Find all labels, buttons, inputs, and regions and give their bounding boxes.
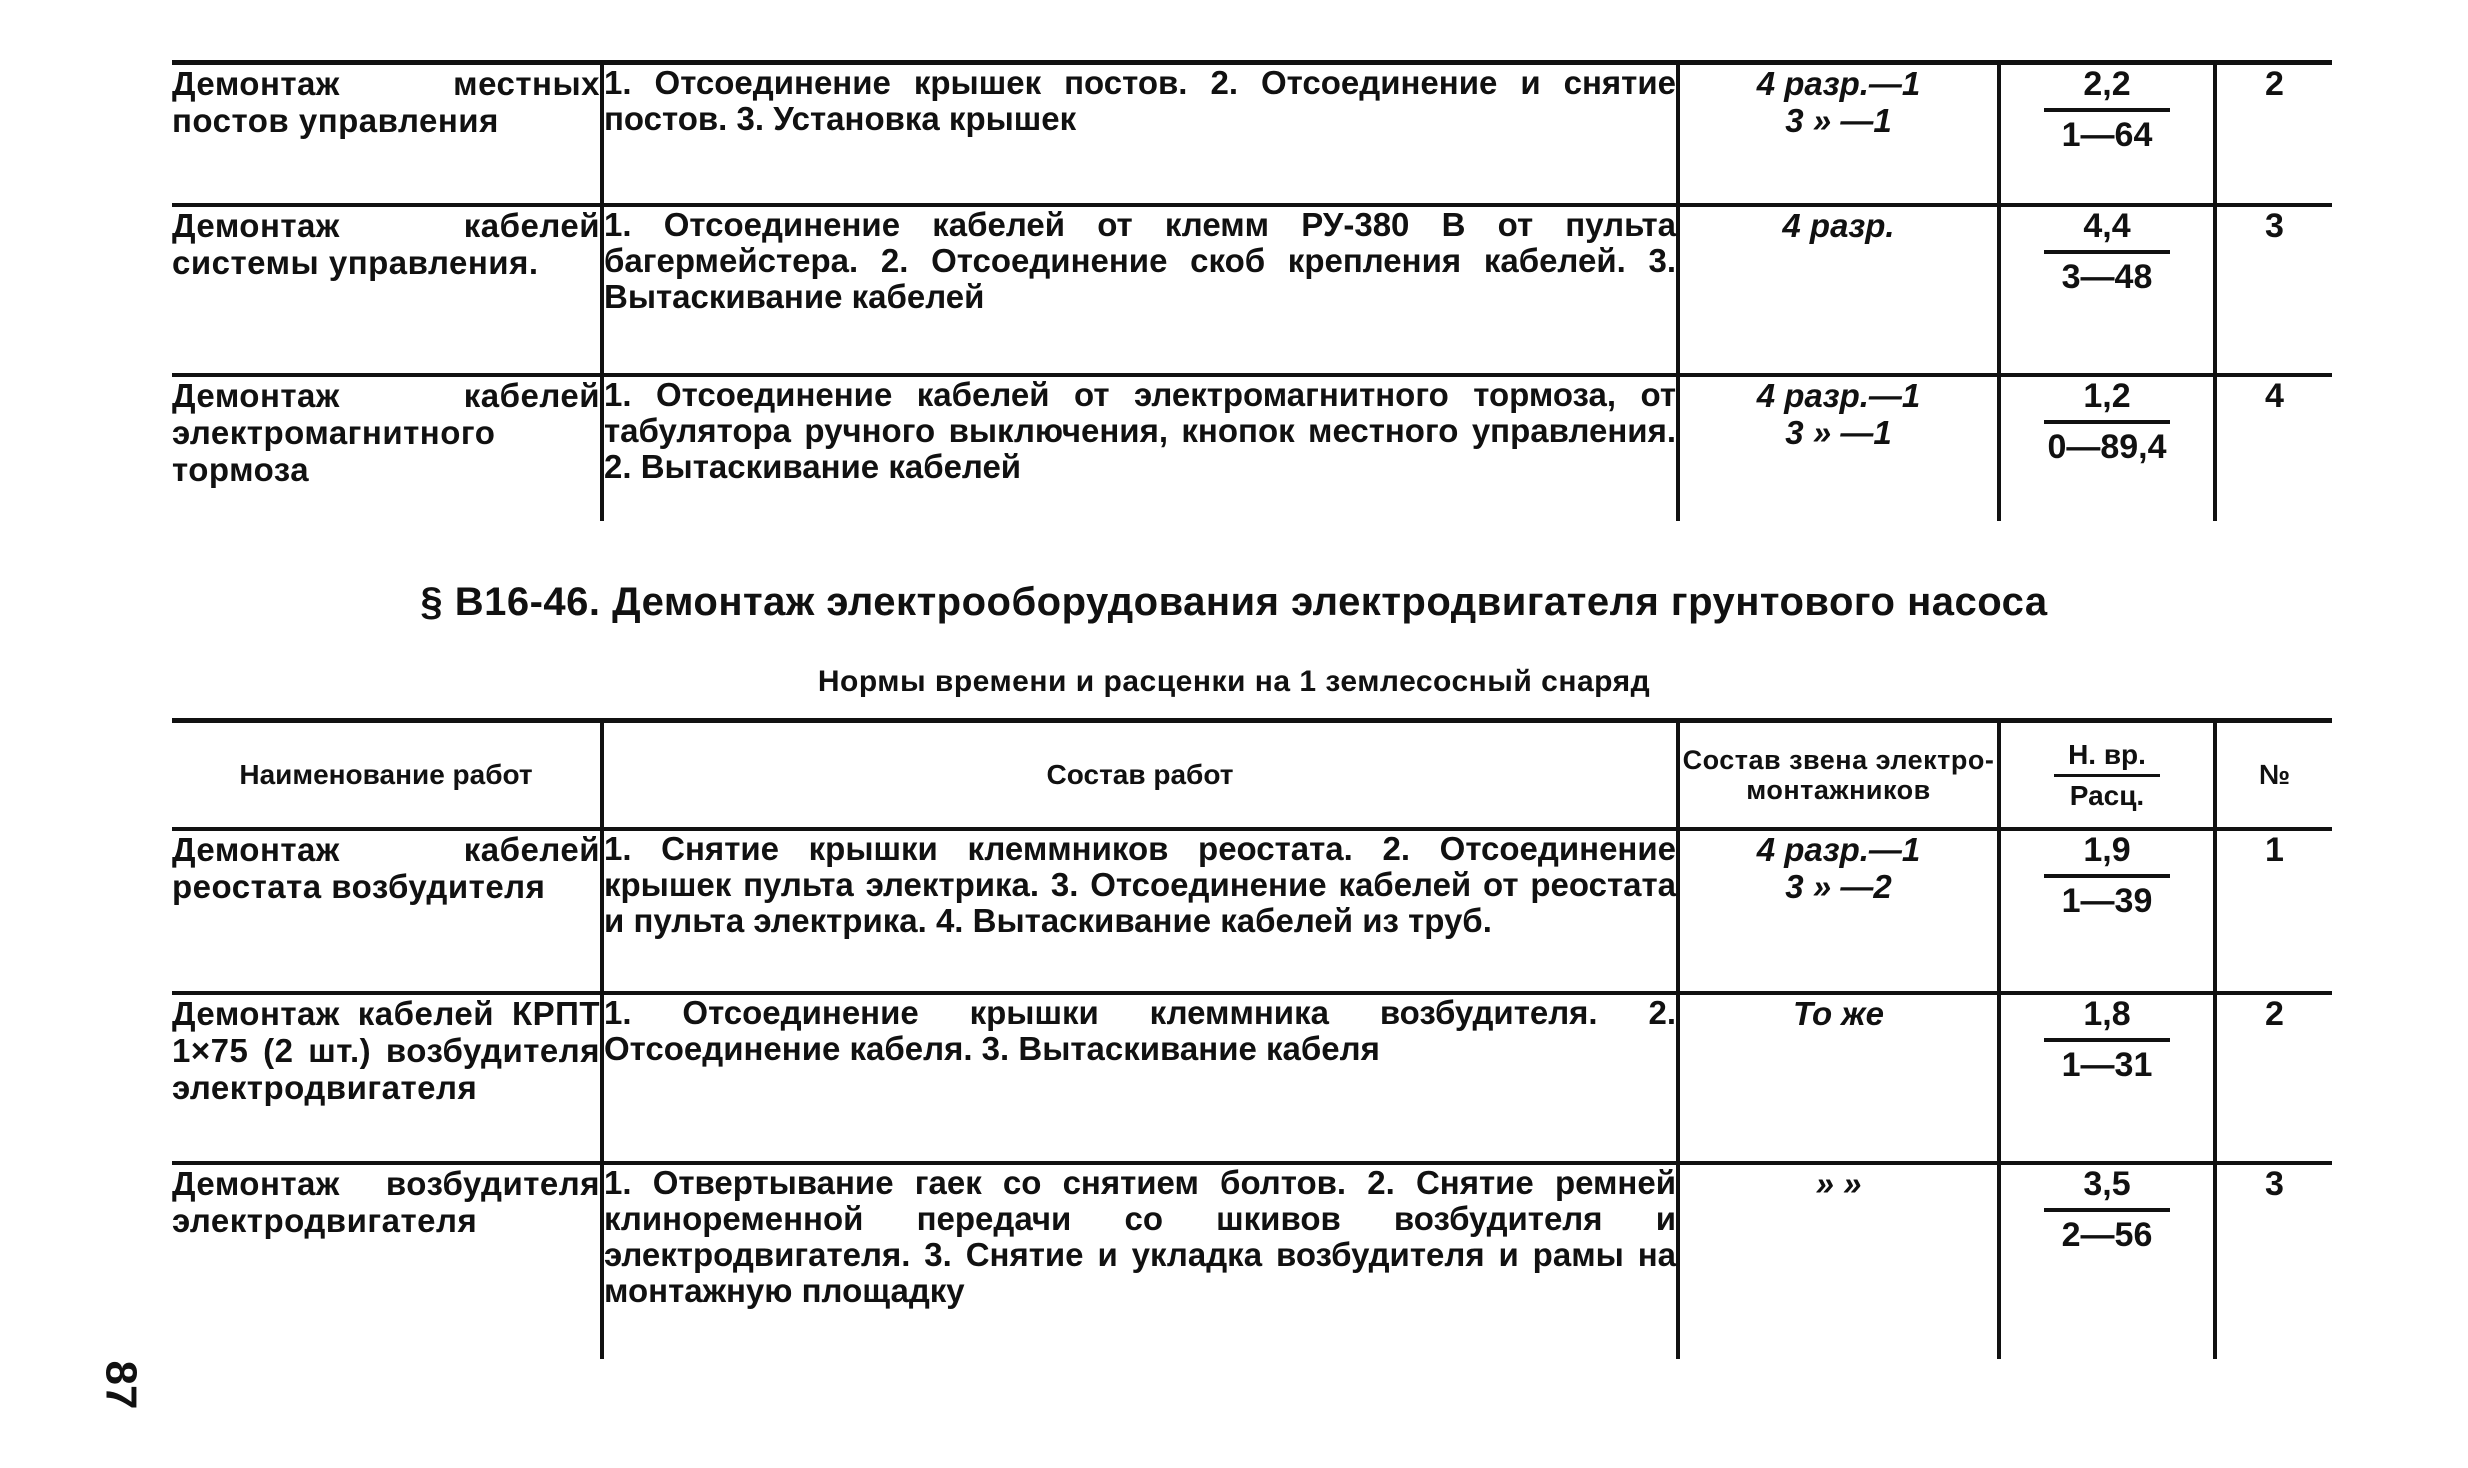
work-name: Демонтаж местных постов управления	[172, 63, 602, 205]
row-number: 1	[2215, 829, 2332, 993]
work-name: Демонтаж кабелей реостата возбудителя	[172, 829, 602, 993]
table-row	[172, 205, 2332, 375]
time-norm-rate	[1999, 1163, 2215, 1359]
rate: 2—56	[2061, 1216, 2153, 1254]
crew-composition	[1678, 1163, 1999, 1359]
table-row	[172, 1163, 2332, 1359]
crew-line: 3 » —1	[1785, 102, 1892, 139]
row-number: 2	[2215, 993, 2332, 1163]
time-norm-rate	[1999, 205, 2215, 375]
page-number: 87	[96, 1360, 146, 1410]
crew-composition	[1678, 63, 1999, 205]
row-number: 3	[2215, 205, 2332, 375]
crew-line: » »	[1815, 1165, 1862, 1202]
time-norm: 4,4	[2044, 207, 2170, 254]
table-row	[172, 829, 2332, 993]
rate: 3—48	[2061, 257, 2153, 296]
time-norm-rate	[1999, 993, 2215, 1163]
header-crew: Состав звена электро-монтажников	[1678, 721, 1999, 830]
crew-composition	[1678, 375, 1999, 521]
crew-line: То же	[1793, 995, 1884, 1032]
work-description: 1. Отвертывание гаек со снятием болтов. 2. Снятие ремней клиноременной передачи со шкивов возбудителя и электродвигателя. 3. Снятие и укладка возбудителя и рамы на монтажную площадку	[602, 1163, 1678, 1359]
work-description: 1. Отсоединение кабелей от электромагнитного тормоза, от табулятора ручного выключения, кнопок местного управления. 2. Вытаскивание кабелей	[602, 375, 1678, 521]
time-norm: 1,8	[2044, 995, 2170, 1042]
crew-line: 3 » —1	[1785, 413, 1892, 451]
crew-composition	[1678, 205, 1999, 375]
work-name: Демонтаж кабелей электромагнитного тормоза	[172, 375, 602, 521]
crew-composition	[1678, 829, 1999, 993]
row-number: 2	[2215, 63, 2332, 205]
work-description: 1. Отсоединение кабелей от клемм РУ-380 В от пульта багермейстера. 2. Отсоединение скоб крепления кабелей. 3. Вытаскивание кабелей	[602, 205, 1678, 375]
crew-line: 3 » —2	[1785, 868, 1892, 905]
time-norm: 1,2	[2044, 377, 2170, 424]
section-subtitle: Нормы времени и расценки на 1 землесосный снаряд	[817, 665, 1651, 698]
work-name: Демонтаж кабелей КРПТ 1×75 (2 шт.) возбудителя электродвигателя	[172, 993, 602, 1163]
work-name: Демонтаж кабелей системы управления.	[172, 205, 602, 375]
table-header-row	[172, 721, 2332, 830]
time-norm: 2,2	[2044, 65, 2170, 112]
rate: 0—89,4	[2047, 427, 2167, 466]
work-description: 1. Отсоединение крышек постов. 2. Отсоединение и снятие постов. 3. Установка крышек	[602, 63, 1678, 205]
rate: 1—39	[2061, 882, 2153, 920]
header-rate: Расц.	[2069, 779, 2145, 811]
norms-table-continued	[172, 60, 2332, 521]
rate: 1—31	[2061, 1046, 2153, 1084]
table-row	[172, 993, 2332, 1163]
crew-line: 4 разр.—1	[1756, 376, 1921, 414]
crew-composition	[1678, 993, 1999, 1163]
work-description: 1. Снятие крышки клеммников реостата. 2. Отсоединение крышек пульта электрика. 3. Отсоединение кабелей от реостата и пульта электрика. 4. Вытаскивание кабелей из труб.	[602, 829, 1678, 993]
table-row	[172, 63, 2332, 205]
work-description: 1. Отсоединение крышки клеммника возбудителя. 2. Отсоединение кабеля. 3. Вытаскивание кабеля	[602, 993, 1678, 1163]
header-description: Состав работ	[602, 721, 1678, 830]
crew-line: 4 разр.—1	[1756, 65, 1921, 102]
time-norm: 1,9	[2044, 831, 2170, 878]
header-norm-rate	[1999, 721, 2215, 830]
row-number: 3	[2265, 1165, 2284, 1203]
header-time-norm: Н. вр.	[2054, 740, 2160, 777]
work-name: Демонтаж возбудителя электродвигателя	[172, 1163, 602, 1359]
crew-line: 4 разр.	[1782, 206, 1895, 244]
crew-line: 4 разр.—1	[1756, 831, 1921, 868]
header-work-name: Наименование работ	[172, 721, 602, 830]
header-number: №	[2215, 721, 2332, 830]
time-norm-rate	[1999, 63, 2215, 205]
row-number: 4	[2265, 376, 2284, 415]
time-norm-rate	[1999, 829, 2215, 993]
norms-table	[172, 718, 2332, 1359]
section-title: § В16-46. Демонтаж электрооборудования электродвигателя грунтового насоса	[420, 580, 2048, 624]
rate: 1—64	[2061, 116, 2153, 154]
time-norm-rate	[1999, 375, 2215, 521]
table-row	[172, 375, 2332, 521]
time-norm: 3,5	[2044, 1165, 2170, 1212]
